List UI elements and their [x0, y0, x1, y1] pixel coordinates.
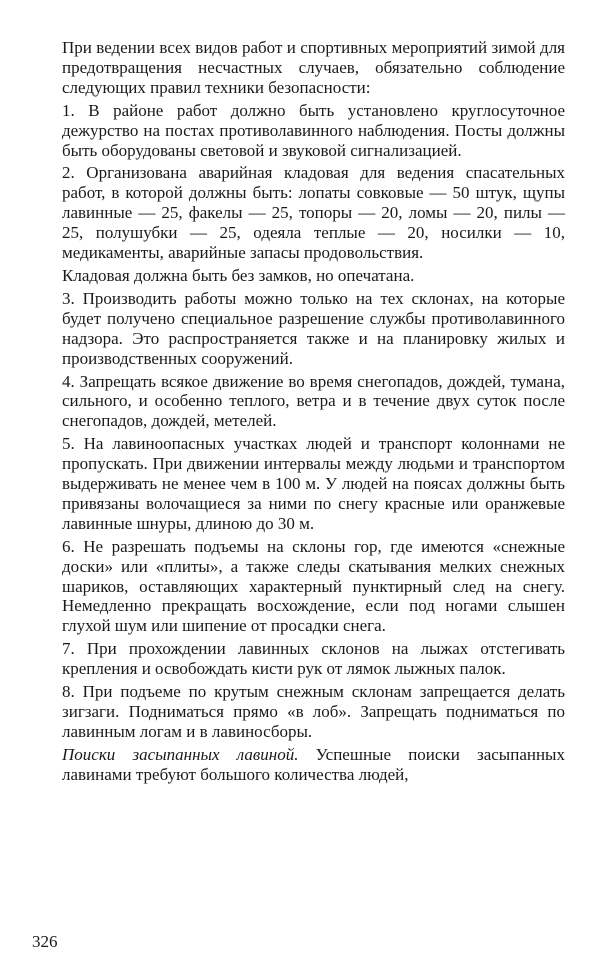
storage-note-paragraph: Кладовая должна быть без замков, но опечатана.	[62, 265, 415, 285]
rule-8-paragraph: 8. При подъеме по крутым снежным склонам запрещается делать зигзаги. Подниматься прямо «в лоб». Запрещать подниматься по лавинным логам и в лавиносборы.	[62, 682, 565, 741]
rule-7-paragraph: 7. При прохождении лавинных склонов на лыжах отстегивать крепления и освобождать кисти рук от лямок лыжных палок.	[62, 639, 565, 679]
intro-paragraph: При ведении всех видов работ и спортивных мероприятий зимой для предотвращения несчастных случаев, обязательно соблюдение следующих правил техники безопасности:	[62, 38, 565, 97]
rule-3-paragraph: 3. Производить работы можно только на тех склонах, на которые будет получено специальное разрешение службы противолавинного надзора. Это распространяется также и на планировку жилых и производственных сооружений.	[62, 288, 565, 368]
search-paragraph-text: Успешные поиски засыпанных лавинами требуют большого количества людей,	[62, 744, 565, 784]
page-body	[62, 38, 565, 785]
rule-2-paragraph: 2. Организована аварийная кладовая для ведения спасательных работ, в которой должны быть: лопаты совковые — 50 штук, щупы лавинные — 25, факелы — 25, топоры — 20, ломы — 20, пилы — 25, полушубки — 25, одеяла теплые — 20, носилки — 10, медикаменты, аварийные запасы продовольствия.	[62, 163, 565, 263]
rule-5-paragraph: 5. На лавиноопасных участках людей и транспорт колоннами не пропускать. При движении интервалы между людьми и транспортом выдерживать не менее чем в 100 м. У людей на поясах должны быть привязаны волочащиеся за ними по снегу красные или оранжевые лавинные шнуры, длиною до 30 м.	[62, 434, 565, 533]
rule-1-paragraph: 1. В районе работ должно быть установлено круглосуточное дежурство на постах противолавинного наблюдения. Посты должны быть оборудованы световой и звуковой сигнализацией.	[62, 100, 565, 160]
page-number: 326	[32, 932, 58, 951]
search-heading-emphasis: Поиски засыпанных лавиной.	[62, 744, 299, 764]
rule-6-paragraph: 6. Не разрешать подъемы на склоны гор, где имеются «снежные доски» или «плиты», а также следы скатывания мелких снежных шариков, оставляющих характерный пунктирный след на снегу. Немедленно прекращать восхождение, если под ногами слышен глухой шум или шипение от просадки снега.	[62, 536, 565, 636]
rule-4-paragraph: 4. Запрещать всякое движение во время снегопадов, дождей, тумана, сильного, и особенно теплого, ветра и в течение двух суток после снегопадов, дождей, метелей.	[62, 371, 565, 431]
search-paragraph	[62, 745, 565, 785]
